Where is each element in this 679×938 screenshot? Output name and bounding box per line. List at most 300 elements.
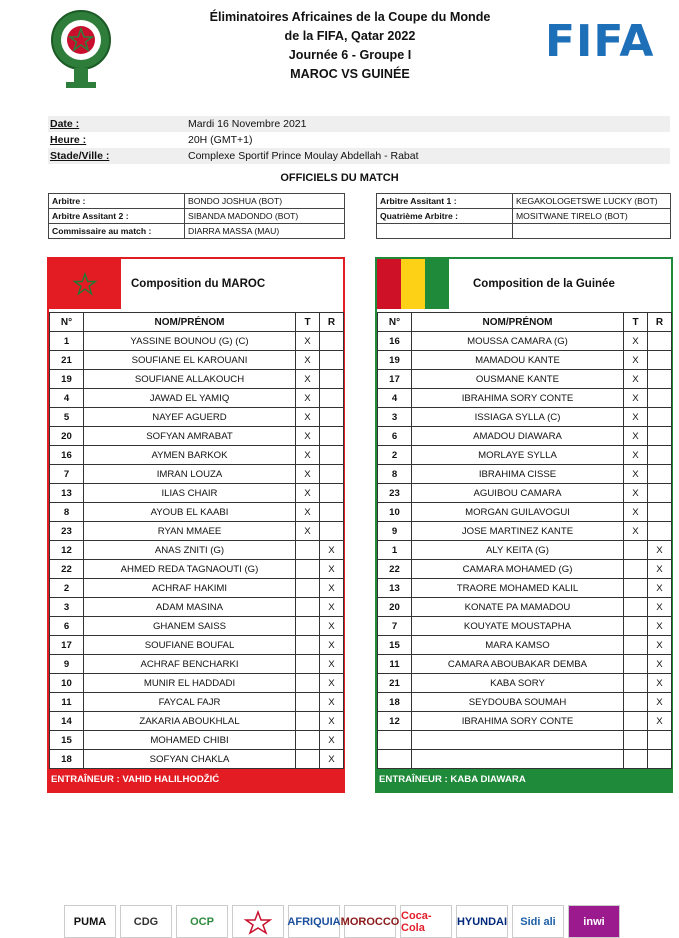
star-icon — [243, 910, 273, 934]
starter-mark: X — [296, 427, 320, 446]
starter-mark: X — [624, 503, 648, 522]
table-row — [378, 579, 672, 598]
info-stadium-row — [48, 148, 670, 164]
info-label: Date : — [50, 118, 80, 130]
player-name: MORGAN GUILAVOGUI — [412, 503, 624, 522]
official-role: Commissaire au match : — [49, 224, 185, 239]
substitute-mark — [648, 408, 672, 427]
player-name — [412, 750, 624, 769]
info-time-row — [48, 132, 670, 148]
substitute-mark — [648, 750, 672, 769]
player-name: KOUYATE MOUSTAPHA — [412, 617, 624, 636]
table-row — [378, 427, 672, 446]
official-name: BONDO JOSHUA (BOT) — [185, 194, 345, 209]
substitute-mark: X — [648, 579, 672, 598]
player-number: 1 — [50, 332, 84, 351]
starter-mark — [296, 598, 320, 617]
table-row — [378, 503, 672, 522]
player-name: MAMADOU KANTE — [412, 351, 624, 370]
player-name: KONATE PA MAMADOU — [412, 598, 624, 617]
morocco-roster-table — [49, 312, 344, 769]
player-number: 5 — [50, 408, 84, 427]
substitute-mark: X — [320, 674, 344, 693]
player-number: 11 — [50, 693, 84, 712]
substitute-mark — [320, 503, 344, 522]
starter-mark — [296, 636, 320, 655]
info-date-row — [48, 116, 670, 132]
player-number: 3 — [378, 408, 412, 427]
official-role: Arbitre : — [49, 194, 185, 209]
sponsor-logo: OCP — [176, 905, 228, 938]
table-row — [378, 484, 672, 503]
player-number: 19 — [50, 370, 84, 389]
starter-mark: X — [296, 389, 320, 408]
col-name: NOM/PRÉNOM — [84, 313, 296, 332]
coach-label: ENTRAÎNEUR : KABA DIAWARA — [377, 769, 671, 791]
col-num: N° — [378, 313, 412, 332]
morocco-lineup — [47, 257, 345, 793]
player-number: 3 — [50, 598, 84, 617]
substitute-mark: X — [320, 731, 344, 750]
sponsor-logo: Coca-Cola — [400, 905, 452, 938]
info-label: Stade/Ville : — [50, 150, 110, 162]
player-name: SOFYAN AMRABAT — [84, 427, 296, 446]
table-row — [50, 408, 344, 427]
player-number: 13 — [378, 579, 412, 598]
official-name: MOSITWANE TIRELO (BOT) — [513, 209, 671, 224]
substitute-mark: X — [320, 750, 344, 769]
official-role: Quatrième Arbitre : — [377, 209, 513, 224]
substitute-mark — [648, 446, 672, 465]
player-name: CAMARA ABOUBAKAR DEMBA — [412, 655, 624, 674]
player-number: 18 — [50, 750, 84, 769]
sponsor-logo: inwi — [568, 905, 620, 938]
player-name: YASSINE BOUNOU (G) (C) — [84, 332, 296, 351]
substitute-mark — [320, 351, 344, 370]
player-name: AGUIBOU CAMARA — [412, 484, 624, 503]
starter-mark: X — [624, 408, 648, 427]
player-number: 16 — [50, 446, 84, 465]
official-row — [377, 194, 671, 209]
player-number: 17 — [378, 370, 412, 389]
substitute-mark: X — [320, 579, 344, 598]
player-name: FAYCAL FAJR — [84, 693, 296, 712]
team-header — [49, 259, 343, 309]
table-row — [50, 465, 344, 484]
title-line: Éliminatoires Africaines de la Coupe du Monde — [209, 10, 491, 24]
table-row — [50, 674, 344, 693]
roster-header-row — [378, 313, 672, 332]
official-name: KEGAKOLOGETSWE LUCKY (BOT) — [513, 194, 671, 209]
starter-mark: X — [296, 408, 320, 427]
player-name: JAWAD EL YAMIQ — [84, 389, 296, 408]
sponsor-logo: HYUNDAI — [456, 905, 508, 938]
substitute-mark — [320, 370, 344, 389]
match-info — [48, 116, 670, 164]
player-number: 11 — [378, 655, 412, 674]
table-row — [50, 731, 344, 750]
player-number — [378, 750, 412, 769]
substitute-mark — [320, 465, 344, 484]
official-name — [513, 224, 671, 239]
starter-mark: X — [624, 370, 648, 389]
substitute-mark: X — [648, 636, 672, 655]
substitute-mark: X — [320, 636, 344, 655]
player-name: ALY KEITA (G) — [412, 541, 624, 560]
player-number: 21 — [50, 351, 84, 370]
player-number: 15 — [50, 731, 84, 750]
starter-mark — [296, 712, 320, 731]
table-row — [378, 636, 672, 655]
fifa-logo: FIFA — [545, 16, 655, 67]
player-number: 6 — [378, 427, 412, 446]
player-number: 12 — [378, 712, 412, 731]
table-row — [378, 560, 672, 579]
starter-mark — [624, 636, 648, 655]
player-name: IBRAHIMA SORY CONTE — [412, 712, 624, 731]
player-name: SOUFIANE EL KAROUANI — [84, 351, 296, 370]
table-row — [50, 446, 344, 465]
competition-title — [160, 8, 540, 84]
substitute-mark — [320, 484, 344, 503]
roster-body — [378, 332, 672, 769]
substitute-mark — [320, 408, 344, 427]
table-row — [50, 617, 344, 636]
player-number: 16 — [378, 332, 412, 351]
table-row — [378, 655, 672, 674]
table-row — [50, 484, 344, 503]
table-row — [50, 712, 344, 731]
player-name: IMRAN LOUZA — [84, 465, 296, 484]
substitute-mark: X — [648, 617, 672, 636]
player-number: 2 — [378, 446, 412, 465]
substitute-mark — [320, 446, 344, 465]
col-name: NOM/PRÉNOM — [412, 313, 624, 332]
table-row — [50, 522, 344, 541]
table-row — [378, 598, 672, 617]
table-row — [50, 598, 344, 617]
starter-mark: X — [296, 522, 320, 541]
substitute-mark: X — [648, 674, 672, 693]
player-name: ACHRAF BENCHARKI — [84, 655, 296, 674]
starter-mark — [624, 541, 648, 560]
table-row — [378, 731, 672, 750]
substitute-mark — [648, 731, 672, 750]
starter-mark — [624, 655, 648, 674]
starter-mark: X — [624, 522, 648, 541]
substitute-mark: X — [648, 560, 672, 579]
player-name: MORLAYE SYLLA — [412, 446, 624, 465]
table-row — [378, 332, 672, 351]
player-number — [378, 731, 412, 750]
player-name: ACHRAF HAKIMI — [84, 579, 296, 598]
sponsor-logo: CDG — [120, 905, 172, 938]
table-row — [50, 693, 344, 712]
player-name: NAYEF AGUERD — [84, 408, 296, 427]
table-row — [50, 655, 344, 674]
starter-mark: X — [296, 370, 320, 389]
table-row — [50, 332, 344, 351]
table-row — [378, 712, 672, 731]
starter-mark — [624, 617, 648, 636]
player-name: AYMEN BARKOK — [84, 446, 296, 465]
player-number: 10 — [378, 503, 412, 522]
player-name: MOHAMED CHIBI — [84, 731, 296, 750]
player-number: 18 — [378, 693, 412, 712]
player-name: MUNIR EL HADDADI — [84, 674, 296, 693]
player-number: 23 — [378, 484, 412, 503]
starter-mark: X — [296, 484, 320, 503]
player-number: 8 — [50, 503, 84, 522]
substitute-mark: X — [320, 598, 344, 617]
substitute-mark — [320, 332, 344, 351]
starter-mark — [296, 693, 320, 712]
starter-mark — [296, 579, 320, 598]
sponsor-logo: PUMA — [64, 905, 116, 938]
official-role: Arbitre Assitant 2 : — [49, 209, 185, 224]
starter-mark: X — [624, 446, 648, 465]
player-number: 15 — [378, 636, 412, 655]
player-number: 6 — [50, 617, 84, 636]
substitute-mark: X — [648, 693, 672, 712]
substitute-mark: X — [648, 598, 672, 617]
col-r: R — [320, 313, 344, 332]
table-row — [50, 389, 344, 408]
substitute-mark: X — [648, 541, 672, 560]
starter-mark — [296, 541, 320, 560]
starter-mark — [296, 655, 320, 674]
table-row — [378, 389, 672, 408]
coach-label: ENTRAÎNEUR : VAHID HALILHODŽIĆ — [49, 769, 343, 791]
player-name: AHMED REDA TAGNAOUTI (G) — [84, 560, 296, 579]
roster-header-row — [50, 313, 344, 332]
player-name: GHANEM SAISS — [84, 617, 296, 636]
player-number: 10 — [50, 674, 84, 693]
player-name: AMADOU DIAWARA — [412, 427, 624, 446]
table-row — [50, 560, 344, 579]
substitute-mark — [320, 427, 344, 446]
starter-mark: X — [624, 332, 648, 351]
substitute-mark — [648, 351, 672, 370]
table-row — [378, 750, 672, 769]
player-name: KABA SORY — [412, 674, 624, 693]
substitute-mark — [648, 503, 672, 522]
col-t: T — [296, 313, 320, 332]
official-role — [377, 224, 513, 239]
player-name — [412, 731, 624, 750]
player-name: ILIAS CHAIR — [84, 484, 296, 503]
morocco-flag-icon — [49, 259, 121, 309]
starter-mark: X — [296, 465, 320, 484]
info-value: Mardi 16 Novembre 2021 — [188, 118, 307, 130]
player-name: IBRAHIMA CISSE — [412, 465, 624, 484]
starter-mark: X — [296, 351, 320, 370]
player-number: 13 — [50, 484, 84, 503]
table-row — [378, 370, 672, 389]
substitute-mark: X — [320, 617, 344, 636]
substitute-mark — [320, 389, 344, 408]
starter-mark: X — [296, 446, 320, 465]
table-row — [50, 351, 344, 370]
player-name: SOUFIANE BOUFAL — [84, 636, 296, 655]
team-title: Composition du MAROC — [131, 278, 266, 290]
substitute-mark: X — [320, 712, 344, 731]
substitute-mark — [648, 522, 672, 541]
player-number: 23 — [50, 522, 84, 541]
player-name: MARA KAMSO — [412, 636, 624, 655]
substitute-mark: X — [648, 655, 672, 674]
player-name: CAMARA MOHAMED (G) — [412, 560, 624, 579]
match-title: MAROC VS GUINÉE — [290, 67, 410, 81]
substitute-mark — [648, 389, 672, 408]
table-row — [378, 522, 672, 541]
table-row — [378, 693, 672, 712]
substitute-mark: X — [320, 655, 344, 674]
official-row — [49, 194, 345, 209]
player-name: IBRAHIMA SORY CONTE — [412, 389, 624, 408]
starter-mark: X — [624, 465, 648, 484]
table-row — [378, 446, 672, 465]
table-row — [50, 427, 344, 446]
table-row — [50, 370, 344, 389]
substitute-mark — [648, 370, 672, 389]
sponsor-strip — [64, 905, 664, 938]
official-row — [377, 224, 671, 239]
frmf-crest-icon — [44, 8, 118, 92]
starter-mark — [624, 674, 648, 693]
starter-mark — [296, 674, 320, 693]
player-number: 12 — [50, 541, 84, 560]
player-number: 22 — [378, 560, 412, 579]
official-row — [49, 209, 345, 224]
player-number: 8 — [378, 465, 412, 484]
player-name: JOSE MARTINEZ KANTE — [412, 522, 624, 541]
player-number: 2 — [50, 579, 84, 598]
player-number: 9 — [50, 655, 84, 674]
info-label: Heure : — [50, 134, 87, 146]
player-number: 22 — [50, 560, 84, 579]
starter-mark — [624, 750, 648, 769]
official-row — [49, 224, 345, 239]
starter-mark — [296, 560, 320, 579]
starter-mark — [296, 617, 320, 636]
officials-table-left — [48, 193, 345, 239]
officials-title: OFFICIELS DU MATCH — [280, 172, 399, 184]
player-number: 7 — [378, 617, 412, 636]
table-row — [50, 579, 344, 598]
table-row — [378, 674, 672, 693]
sponsor-logo — [232, 905, 284, 938]
starter-mark: X — [624, 389, 648, 408]
starter-mark — [624, 598, 648, 617]
player-number: 9 — [378, 522, 412, 541]
title-line: Journée 6 - Groupe I — [288, 48, 412, 62]
player-name: MOUSSA CAMARA (G) — [412, 332, 624, 351]
player-name: OUSMANE KANTE — [412, 370, 624, 389]
substitute-mark: X — [320, 693, 344, 712]
player-number: 20 — [50, 427, 84, 446]
player-name: TRAORE MOHAMED KALIL — [412, 579, 624, 598]
player-number: 7 — [50, 465, 84, 484]
official-row — [377, 209, 671, 224]
info-value: 20H (GMT+1) — [188, 134, 253, 146]
team-title: Composition de la Guinée — [473, 278, 615, 290]
officials-table-right — [376, 193, 671, 239]
official-name: DIARRA MASSA (MAU) — [185, 224, 345, 239]
starter-mark: X — [624, 427, 648, 446]
player-name: SOUFIANE ALLAKOUCH — [84, 370, 296, 389]
substitute-mark — [648, 465, 672, 484]
substitute-mark — [320, 522, 344, 541]
starter-mark — [624, 693, 648, 712]
player-name: AYOUB EL KAABI — [84, 503, 296, 522]
player-number: 14 — [50, 712, 84, 731]
sponsor-logo: AFRIQUIA — [288, 905, 340, 938]
substitute-mark — [648, 332, 672, 351]
guinea-roster-table — [377, 312, 672, 769]
player-name: RYAN MMAEE — [84, 522, 296, 541]
table-row — [378, 465, 672, 484]
substitute-mark: X — [320, 541, 344, 560]
sponsor-logo: MOROCCO — [344, 905, 396, 938]
roster-body — [50, 332, 344, 769]
substitute-mark: X — [320, 560, 344, 579]
starter-mark — [296, 750, 320, 769]
table-row — [378, 541, 672, 560]
col-r: R — [648, 313, 672, 332]
starter-mark: X — [296, 503, 320, 522]
starter-mark — [624, 731, 648, 750]
official-role: Arbitre Assitant 1 : — [377, 194, 513, 209]
starter-mark — [296, 731, 320, 750]
col-num: N° — [50, 313, 84, 332]
info-value: Complexe Sportif Prince Moulay Abdellah - Rabat — [188, 150, 419, 162]
player-name: SOFYAN CHAKLA — [84, 750, 296, 769]
title-line: de la FIFA, Qatar 2022 — [284, 29, 416, 43]
table-row — [50, 541, 344, 560]
table-row — [50, 503, 344, 522]
guinea-lineup — [375, 257, 673, 793]
player-name: ZAKARIA ABOUKHLAL — [84, 712, 296, 731]
player-name: SEYDOUBA SOUMAH — [412, 693, 624, 712]
table-row — [50, 636, 344, 655]
substitute-mark — [648, 484, 672, 503]
starter-mark: X — [296, 332, 320, 351]
table-row — [378, 617, 672, 636]
player-number: 21 — [378, 674, 412, 693]
starter-mark: X — [624, 484, 648, 503]
player-number: 1 — [378, 541, 412, 560]
player-name: ADAM MASINA — [84, 598, 296, 617]
starter-mark — [624, 579, 648, 598]
starter-mark — [624, 712, 648, 731]
sponsor-logo: Sidi ali — [512, 905, 564, 938]
starter-mark — [624, 560, 648, 579]
col-t: T — [624, 313, 648, 332]
table-row — [50, 750, 344, 769]
player-number: 19 — [378, 351, 412, 370]
substitute-mark — [648, 427, 672, 446]
official-name: SIBANDA MADONDO (BOT) — [185, 209, 345, 224]
table-row — [378, 351, 672, 370]
player-number: 17 — [50, 636, 84, 655]
player-name: ISSIAGA SYLLA (C) — [412, 408, 624, 427]
substitute-mark: X — [648, 712, 672, 731]
guinea-flag-icon — [377, 259, 449, 309]
table-row — [378, 408, 672, 427]
team-header — [377, 259, 671, 309]
player-number: 4 — [50, 389, 84, 408]
